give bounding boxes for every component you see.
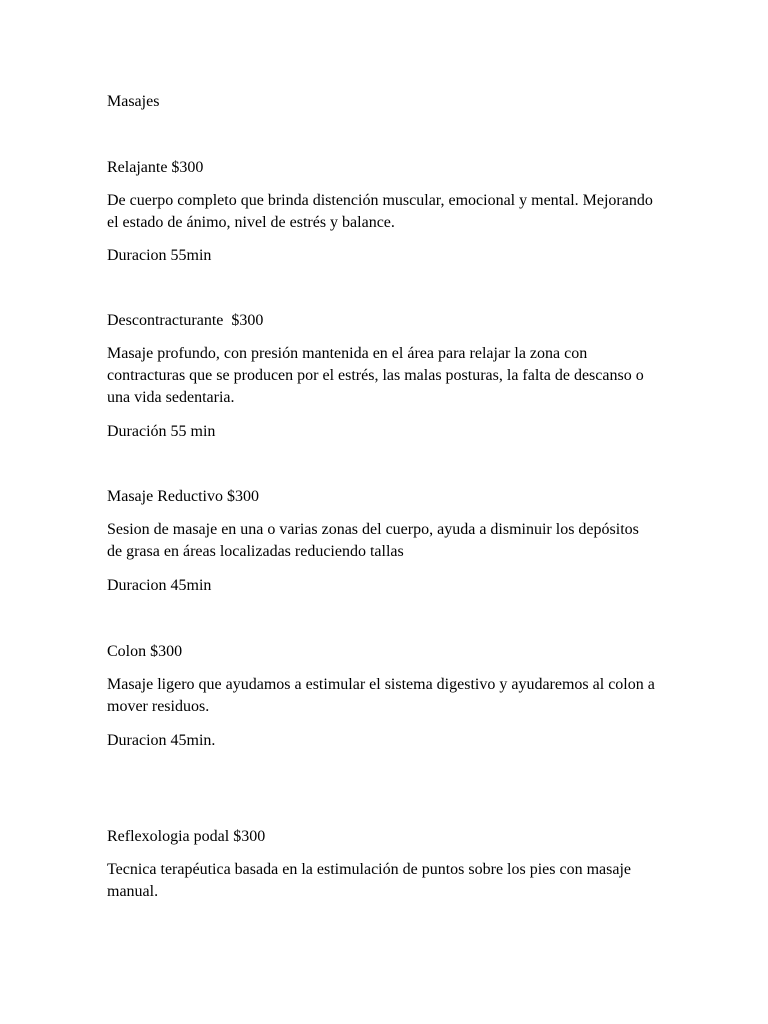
service-heading-reflexologia: Reflexologia podal $300 [107, 828, 266, 845]
service-description-reflexologia: Tecnica terapéutica basada en la estimulación de puntos sobre los pies con masaje manual. [107, 861, 632, 900]
service-description-colon: Masaje ligero que ayudamos a estimular el sistema digestivo y ayudaremos al colon a mover residuos. [107, 676, 655, 715]
service-heading-descontracturante: Descontracturante $300 [107, 312, 264, 329]
service-heading-relajante: Relajante $300 [107, 159, 204, 176]
service-duration-reductivo: Duracion 45min [107, 577, 212, 594]
service-heading-reductivo: Masaje Reductivo $300 [107, 488, 259, 505]
document-page [107, 0, 667, 1024]
service-description-relajante: De cuerpo completo que brinda distención muscular, emocional y mental. Mejorando el estado de ánimo, nivel de estrés y balance. [107, 192, 653, 231]
service-duration-relajante: Duracion 55min [107, 247, 212, 264]
service-description-descontracturante: Masaje profundo, con presión mantenida en el área para relajar la zona con contracturas que se producen por el estrés, las malas posturas, la falta de descanso o una vida sedentaria. [107, 345, 644, 406]
service-duration-descontracturante: Duración 55 min [107, 423, 216, 440]
service-description-reductivo: Sesion de masaje en una o varias zonas del cuerpo, ayuda a disminuir los depósitos de grasa en áreas localizadas reduciendo tallas [107, 521, 639, 560]
service-heading-colon: Colon $300 [107, 643, 183, 660]
service-duration-colon: Duracion 45min. [107, 732, 216, 749]
document-title: Masajes [107, 93, 160, 110]
